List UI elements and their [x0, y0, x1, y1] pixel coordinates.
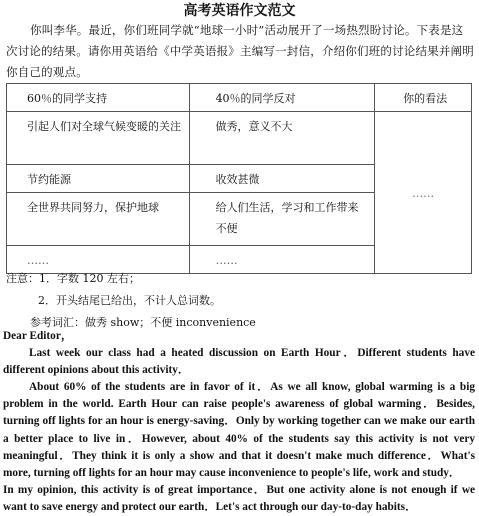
support-cell: 全世界共同努力，保护地球 — [7, 193, 190, 246]
oppose-cell: …… — [189, 246, 375, 274]
essay-paragraph: In my opinion, this activity is of great importance．But one activity alone is not enough if we want to save energy and protect our earth．Let's act through our day-to-day habits． — [3, 483, 475, 513]
task-intro — [6, 20, 474, 83]
note-item: 2．开头结尾已给出，不计人总词数。 — [38, 294, 221, 307]
header-support: 60％的同学支持 — [7, 84, 190, 112]
sample-essay — [3, 328, 475, 516]
task-intro-text: 你叫李华。最近，你们班同学就“地球一小时”活动展开了一场热烈盼讨论。下表是这次讨论的结果。请你用英语给《中学英语报》主编写一封信，介绍你们班的讨论结果并阐明你自己的观点。 — [6, 23, 474, 79]
notes-label: 注意： — [6, 272, 39, 285]
oppose-cell: 做秀，意义不大 — [189, 112, 375, 165]
your-opinion-cell: …… — [375, 112, 472, 274]
essay-paragraph: About 60% of the students are in favor of it．As we all know, global warming is a big problem in the world. Earth Hour can raise people's awareness of global warming．Besides, turning off lights for an hour is energy-saving．Only by working together can we make our earth a better place to live in．However, about 40% of the students say this activity is not very meaningful．They think it is only a show and that it doesn't make much difference．What's more, turning off lights for an hour may cause inconvenience to people's life, work and study． — [3, 381, 475, 479]
oppose-cell: 给人们生活，学习和工作带来不便 — [189, 193, 375, 246]
support-cell: …… — [7, 246, 190, 274]
support-cell: 节约能源 — [7, 165, 190, 193]
oppose-cell: 收效甚微 — [189, 165, 375, 193]
notes-section — [6, 268, 472, 334]
table-row — [7, 112, 472, 165]
note-item — [6, 268, 472, 290]
vocabulary-note: 参考词汇：做秀 show；不便 inconvenience — [30, 316, 256, 329]
support-cell: 引起人们对全球气候变暖的关注 — [7, 112, 190, 165]
note-text: 1．字数 120 左右； — [39, 272, 140, 285]
discussion-table — [6, 83, 472, 274]
essay-salutation: Dear Editor， — [3, 330, 73, 342]
table-header-row — [7, 84, 472, 112]
header-your-opinion: 你的看法 — [375, 84, 472, 112]
header-oppose: 40％的同学反对 — [189, 84, 375, 112]
document-title: 高考英语作文范文 — [183, 3, 296, 19]
essay-paragraph: Last week our class had a heated discussion on Earth Hour．Different students have different opinions about this activity． — [3, 347, 475, 377]
